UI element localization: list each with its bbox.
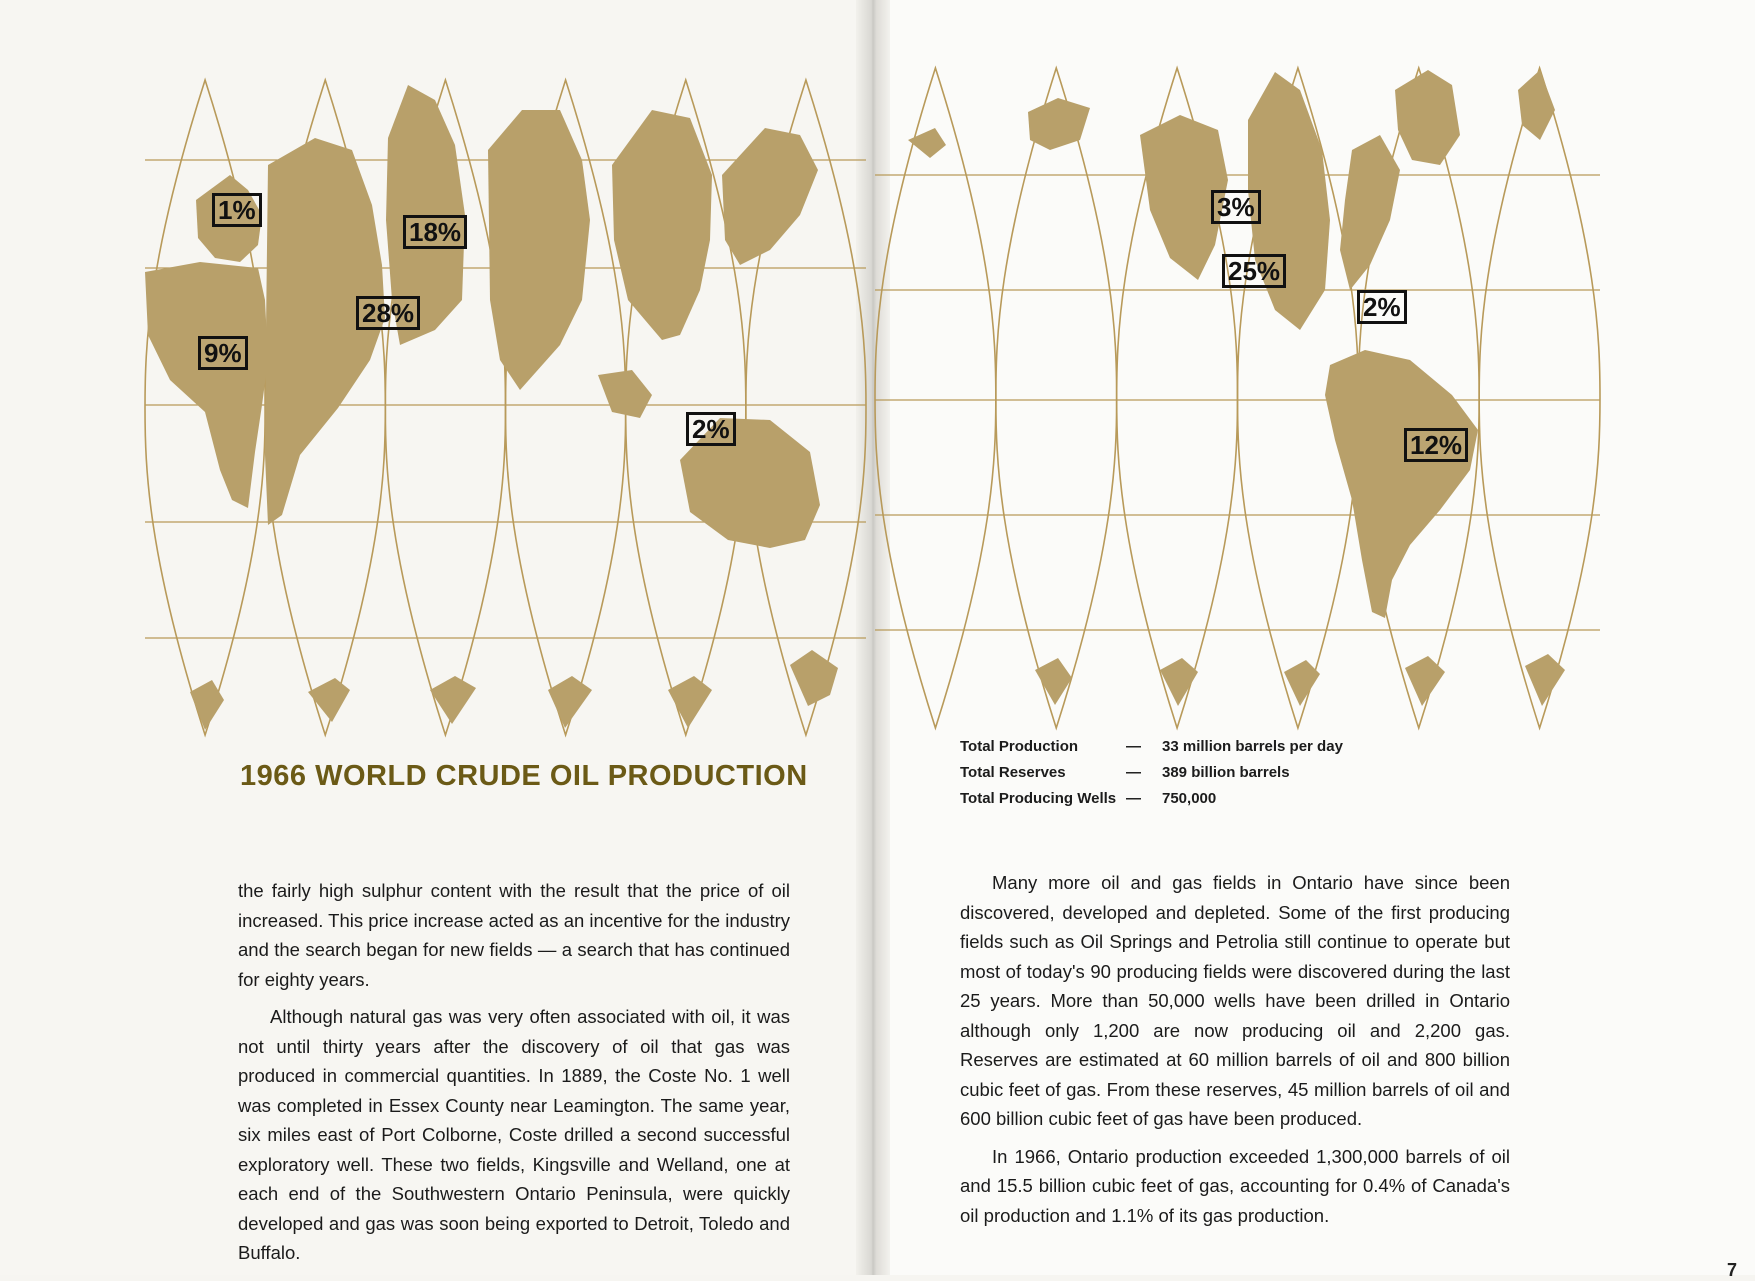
stat-dash: — xyxy=(1126,738,1141,755)
right-body-text xyxy=(960,868,1510,1238)
page-title: 1966 WORLD CRUDE OIL PRODUCTION xyxy=(240,760,808,792)
pct-label-middle-east: 28% xyxy=(356,296,420,330)
stat-dash: — xyxy=(1126,764,1141,781)
map-landmasses xyxy=(145,70,1565,730)
pct-label-usa: 25% xyxy=(1222,254,1286,288)
land-africa-west xyxy=(145,262,268,508)
pct-label-indonesia: 2% xyxy=(686,412,736,446)
land-antarctica-4 xyxy=(548,676,592,728)
map-gore xyxy=(996,68,1117,728)
stat-value: 389 billion barrels xyxy=(1162,764,1290,781)
land-alaska xyxy=(1028,98,1090,150)
map-gore xyxy=(875,68,996,728)
pct-label-soviet: 18% xyxy=(403,215,467,249)
stat-label: Total Reserves xyxy=(960,764,1066,781)
paragraph: Although natural gas was very often associated with oil, it was not until thirty years after the discovery of oil that gas was produced in commercial quantities. In 1889, the Coste No. 1 well was completed in Essex County near Leamington. The same year, six miles east of Port Colborne, Coste drilled a second successful exploratory well. These two fields, Kingsville and Welland, one at each end of the Southwestern Ontario Peninsula, were quickly developed and gas was soon being exported to Detroit, Toledo and Buffalo. xyxy=(238,1006,790,1263)
stat-value: 750,000 xyxy=(1162,790,1217,807)
land-antarctica-8 xyxy=(1160,658,1198,706)
map-gore xyxy=(1479,68,1600,728)
land-africa-east xyxy=(265,138,385,525)
land-antarctica-5 xyxy=(668,676,712,728)
stat-label: Total Production xyxy=(960,738,1079,755)
land-asia-central xyxy=(488,110,590,390)
stat-label: Total Producing Wells xyxy=(960,790,1117,807)
pct-label-europe: 1% xyxy=(212,193,262,227)
left-body-text xyxy=(238,876,790,1276)
stat-dash: — xyxy=(1126,790,1141,807)
land-asia-east xyxy=(612,110,712,340)
pct-label-venezuela: 12% xyxy=(1404,428,1468,462)
land-greenland xyxy=(1395,70,1460,165)
land-pacific-islands xyxy=(908,128,946,158)
land-china-coast xyxy=(722,128,818,265)
land-antarctica-7 xyxy=(1035,658,1072,705)
paragraph: In 1966, Ontario production exceeded 1,300,000 barrels of oil and 15.5 billion cubic feet of gas, accounting for 0.4% of Canada's oil production and 1.1% of its gas production. xyxy=(960,1145,1510,1226)
pct-label-caribbean: 2% xyxy=(1357,290,1407,324)
page-number: 7 xyxy=(1726,1260,1737,1280)
stat-value: 33 million barrels per day xyxy=(1162,738,1343,755)
land-antarctica-3 xyxy=(430,676,476,724)
land-antarctica-6 xyxy=(790,650,838,706)
paragraph: the fairly high sulphur content with the result that the price of oil increased. This price increase acted as an incentive for the industry and the search began for new fields — a search that has continued for eighty years. xyxy=(238,880,790,990)
land-south-america xyxy=(1325,350,1478,618)
land-indochina xyxy=(598,370,652,418)
paragraph: Many more oil and gas fields in Ontario have since been discovered, developed and depleted. Some of the first producing fields such as Oil Springs and Petrolia still continue to operate but most of today's 90 producing fields were discovered during the last 25 years. More than 50,000 wells have been drilled in Ontario although only 1,200 are now producing oil and 2,200 gas. Reserves are estimated at 60 million barrels of oil and 800 billion cubic feet of gas. From these reserves, 45 million barrels of oil and 600 billion cubic feet of gas have been produced. xyxy=(960,872,1510,1129)
pct-label-canada: 3% xyxy=(1211,190,1261,224)
land-greenland-east xyxy=(1518,70,1555,140)
land-north-america-east xyxy=(1340,135,1400,290)
pct-label-africa: 9% xyxy=(198,336,248,370)
